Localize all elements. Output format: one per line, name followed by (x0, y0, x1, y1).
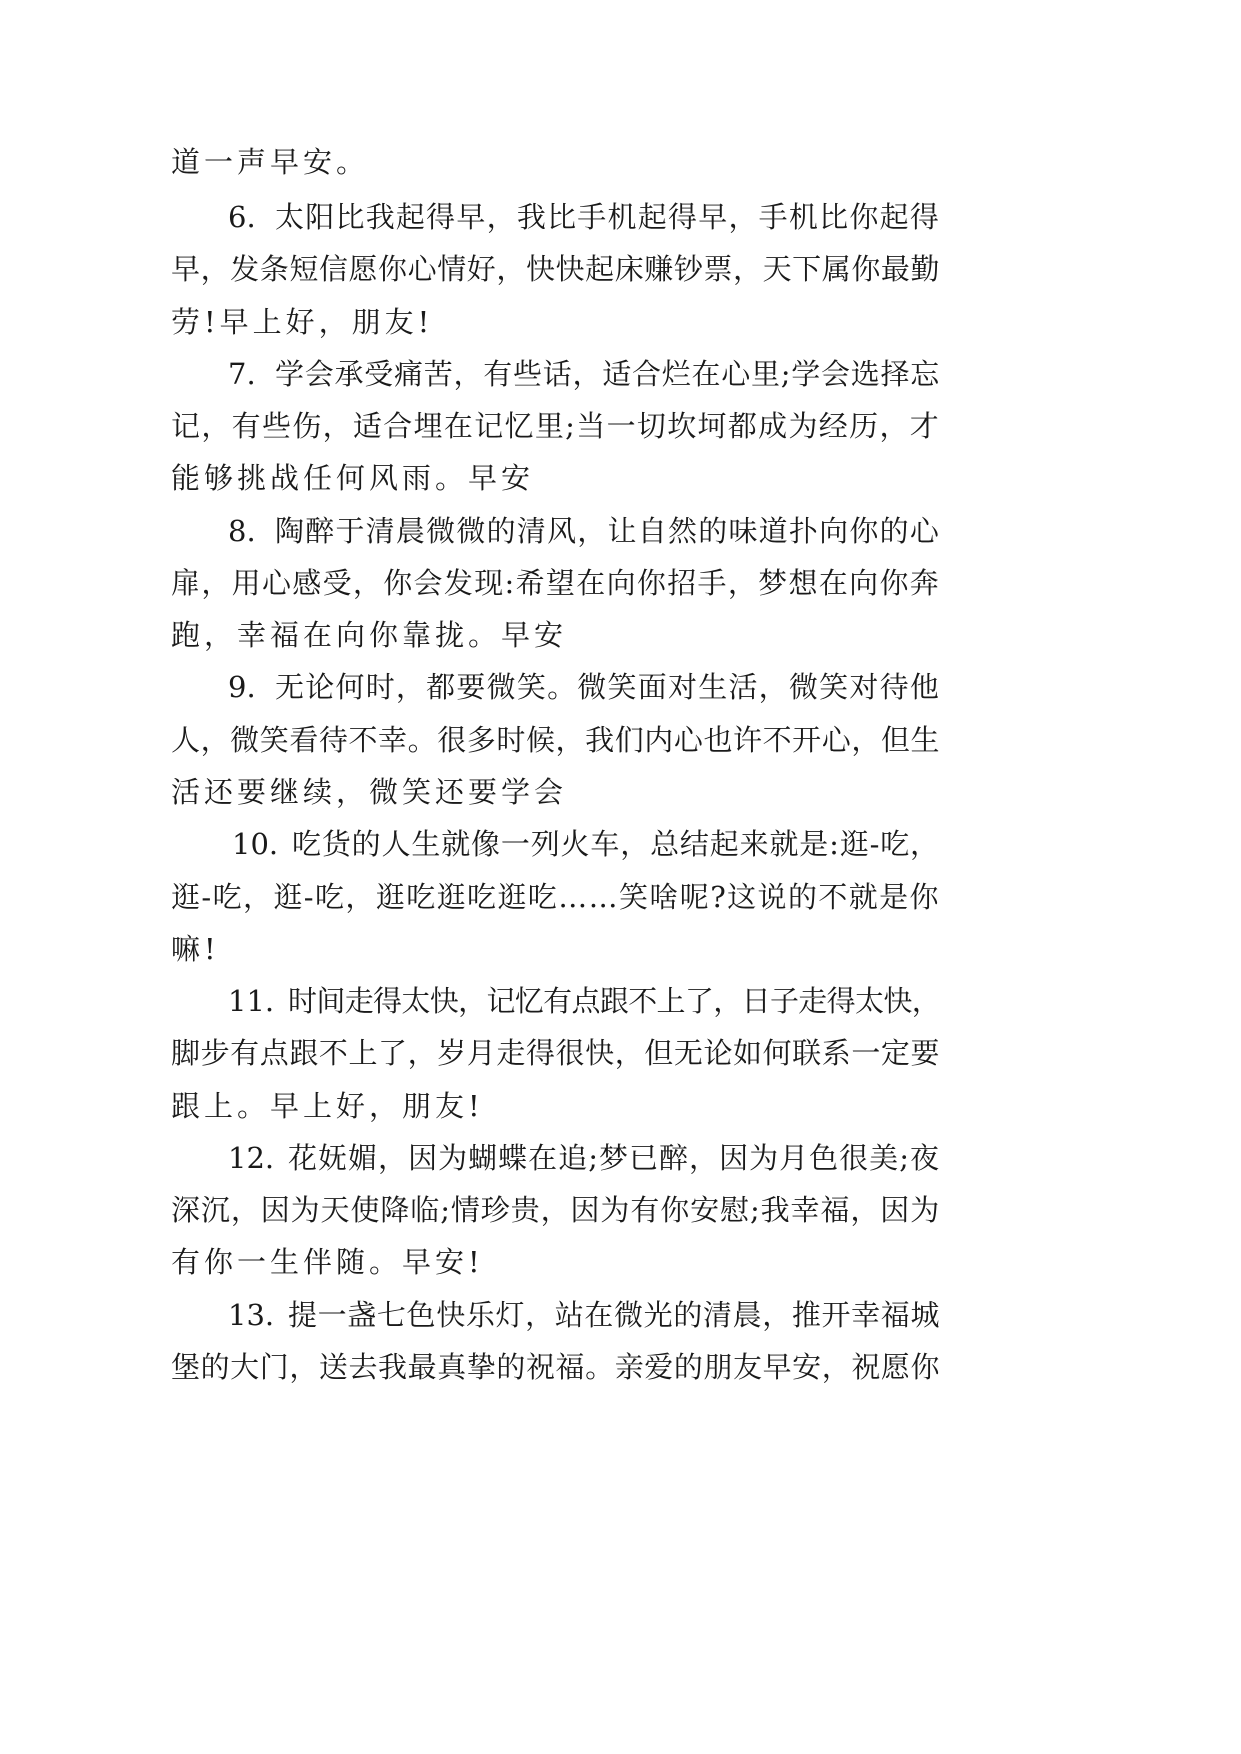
text-run: 深沉，因为天使降临;情珍贵，因为有你安慰;我幸福，因为 (171, 1193, 941, 1227)
text-run: 提一盏七色快乐灯，站在微光的清晨，推开幸福城 (288, 1298, 941, 1332)
text-run: 道一声早安。 (171, 145, 370, 179)
text-run: 无论何时，都要微笑。微笑面对生活，微笑对待他 (275, 670, 941, 704)
list-number: 9. (228, 670, 256, 704)
text-run: 跟上。早上好，朋友! (171, 1089, 484, 1123)
text-run: 劳!早上好，朋友! (171, 305, 434, 339)
list-number: 11. (228, 984, 275, 1018)
text-run: 时间走得太快，记忆有点跟不上了，日子走得太快， (288, 984, 941, 1018)
list-number: 6. (228, 200, 256, 234)
text-run: 太阳比我起得早，我比手机起得早，手机比你起得 (275, 200, 941, 234)
text-run: 早，发条短信愿你心情好，快快起床赚钞票，天下属你最勤 (171, 252, 941, 286)
text-run: 活还要继续，微笑还要学会 (171, 775, 568, 809)
list-number: 7. (228, 357, 256, 391)
text-run: 记，有些伤，适合埋在记忆里;当一切坎坷都成为经历，才 (171, 409, 941, 443)
text-run: 逛-吃，逛-吃，逛吃逛吃逛吃……笑啥呢?这说的不就是你 (171, 880, 940, 914)
text-run: 吃货的人生就像一列火车，总结起来就是:逛-吃， (292, 827, 940, 861)
list-number: 10. (232, 827, 279, 861)
text-run: 扉，用心感受，你会发现:希望在向你招手，梦想在向你奔 (171, 566, 941, 600)
list-number: 12. (228, 1141, 275, 1175)
text-run: 堡的大门，送去我最真挚的祝福。亲爱的朋友早安，祝愿你 (171, 1350, 941, 1384)
text-run: 花妩媚，因为蝴蝶在追;梦已醉，因为月色很美;夜 (288, 1141, 941, 1175)
list-number: 13. (228, 1298, 275, 1332)
text-run: 学会承受痛苦，有些话，适合烂在心里;学会选择忘 (275, 357, 941, 391)
text-run: 有你一生伴随。早安! (171, 1245, 484, 1279)
text-run: 能够挑战任何风雨。早安 (171, 461, 535, 495)
text-run: 跑，幸福在向你靠拢。早安 (171, 618, 568, 652)
text-run: 人，微笑看待不幸。很多时候，我们内心也许不开心，但生 (171, 723, 941, 757)
text-run: 嘛! (171, 932, 220, 966)
list-number: 8. (228, 514, 256, 548)
text-run: 脚步有点跟不上了，岁月走得很快，但无论如何联系一定要 (171, 1036, 941, 1070)
text-run: 陶醉于清晨微微的清风，让自然的味道扑向你的心 (275, 514, 941, 548)
